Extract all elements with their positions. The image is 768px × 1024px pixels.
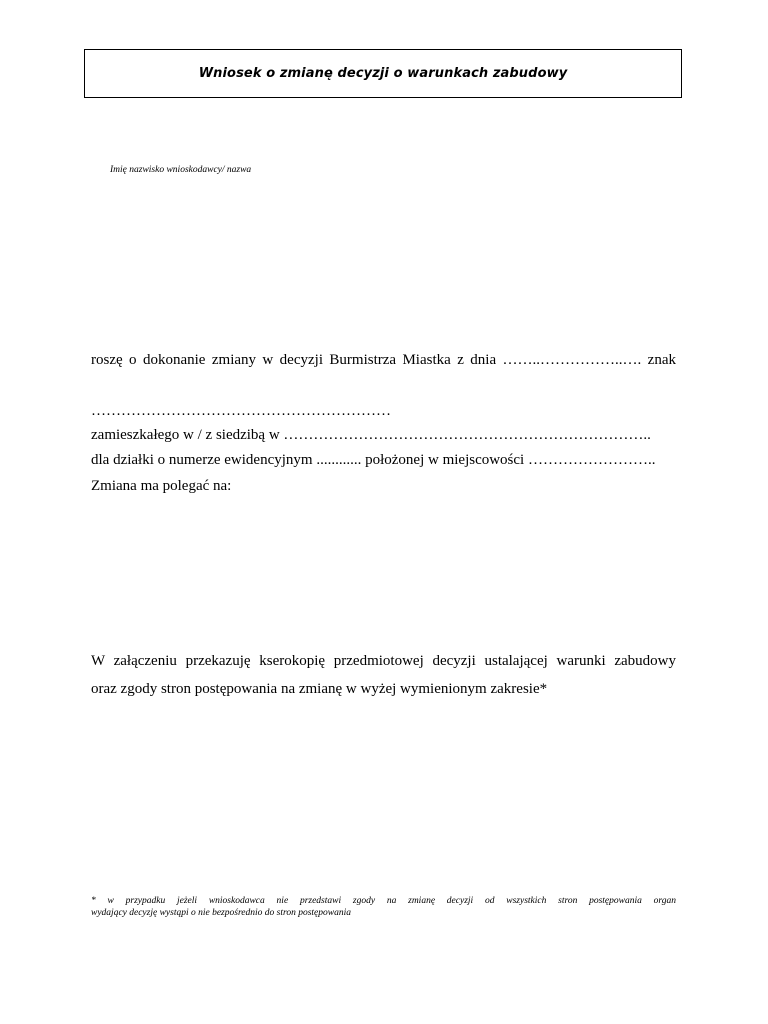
change-description-label: Zmiana ma polegać na: (91, 478, 232, 494)
document-title: Wniosek o zmianę decyzji o warunkach zabudowy (198, 66, 568, 81)
footnote-line-2: wydający decyzję wystąpi o nie bezpośrednio do stron postępowania (91, 908, 351, 918)
attachment-line-1: W załączeniu przekazuję kserokopię przedmiotowej decyzji ustalającej warunki zabudowy (91, 653, 676, 669)
reference-number-dots: …………………………………………………… (91, 403, 391, 419)
applicant-name-label: Imię nazwisko wnioskodawcy/ nazwa (110, 165, 252, 175)
plot-line: dla działki o numerze ewidencyjnym ............ położonej w miejscowości …………………….. (91, 452, 656, 468)
footnote-line-1: * w przypadku jeżeli wnioskodawca nie przedstawi zgody na zmianę decyzji od wszystkich stron postępowania organ (91, 896, 676, 906)
attachment-line-2: oraz zgody stron postępowania na zmianę w wyżej wymienionym zakresie* (91, 681, 548, 697)
title-box (84, 49, 682, 98)
address-line: zamieszkałego w / z siedzibą w ……………………………………………………………….. (91, 427, 651, 443)
footnote (91, 895, 676, 919)
request-line: roszę o dokonanie zmiany w decyzji Burmistrza Miastka z dnia ……..……………..…. znak (91, 352, 676, 368)
